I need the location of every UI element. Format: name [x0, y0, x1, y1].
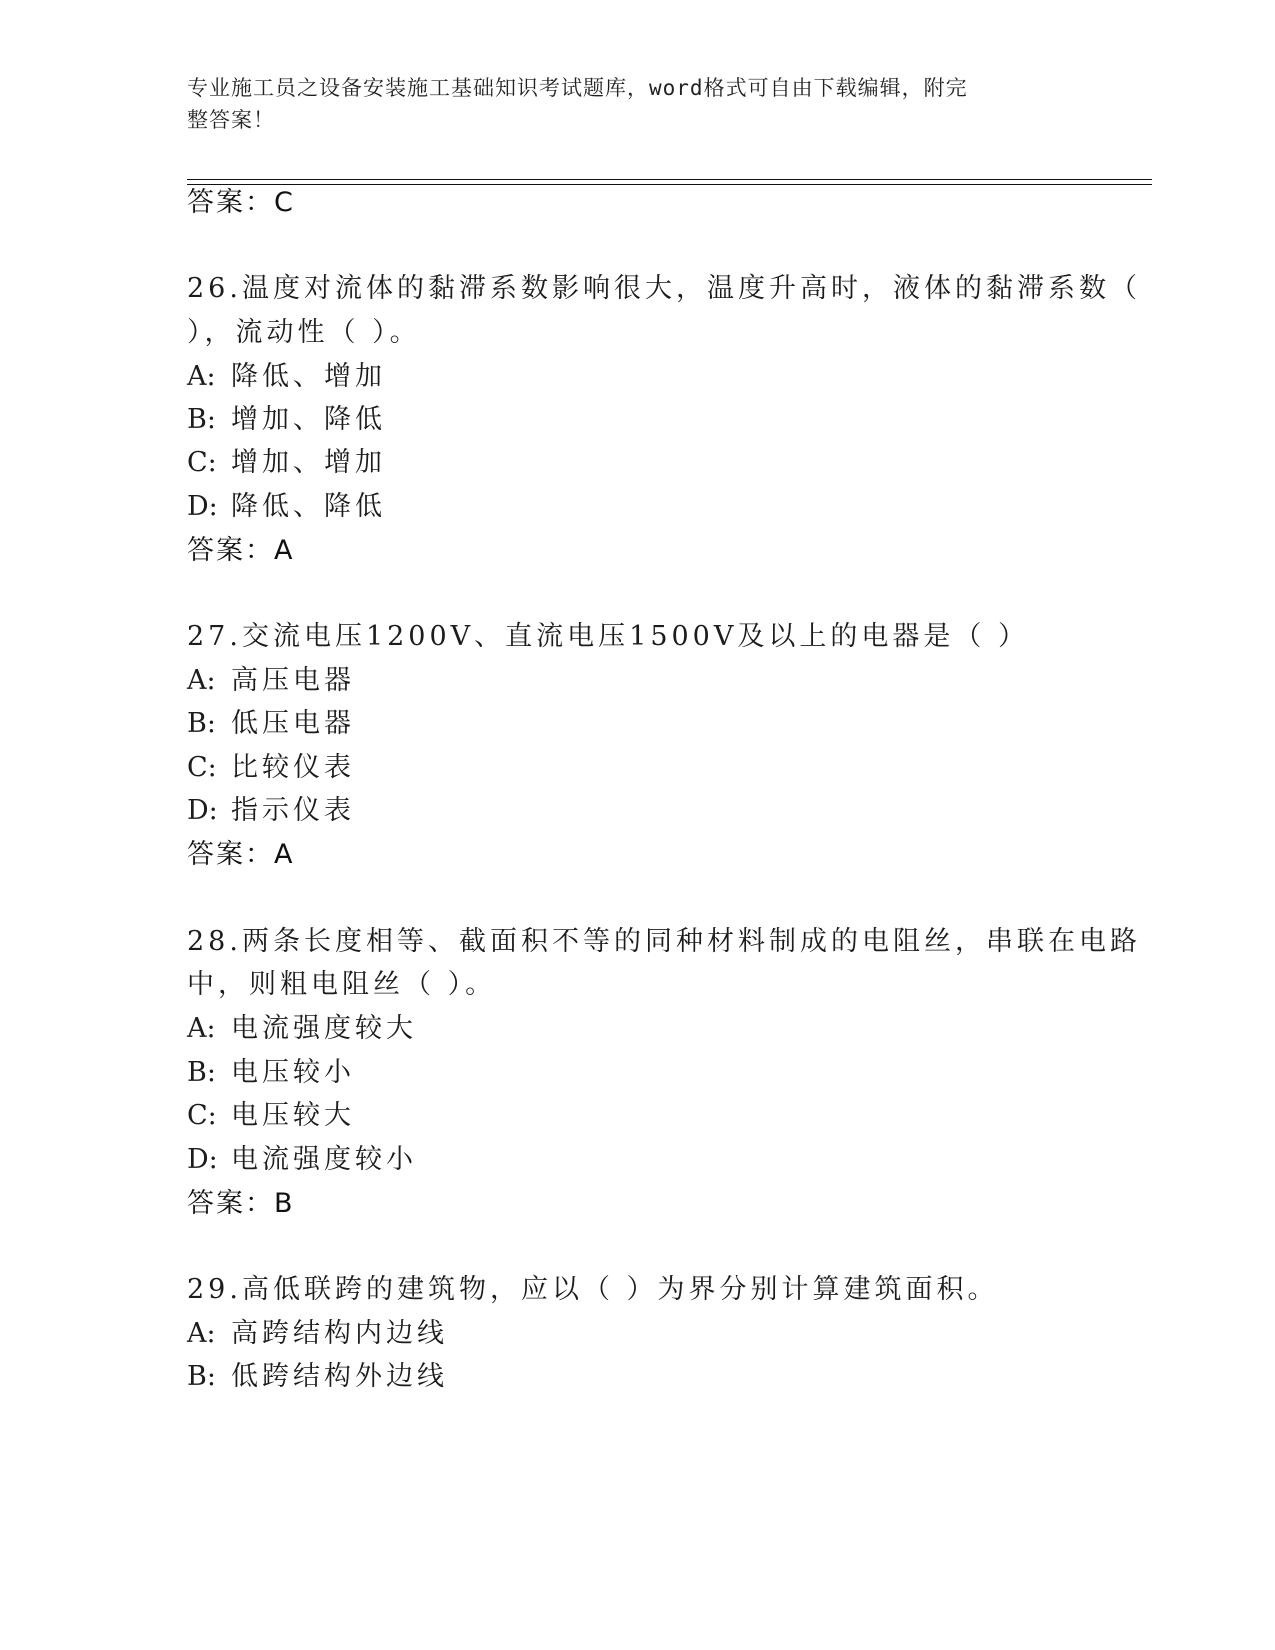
option-text: 低压电器 — [231, 708, 355, 739]
question-26-option-c — [187, 446, 386, 480]
question-28-option-a — [187, 1012, 417, 1046]
previous-answer: 答案：C — [187, 187, 295, 218]
option-text: 电流强度较小 — [231, 1144, 417, 1175]
question-29-option-a — [187, 1317, 448, 1351]
option-text: 增加、增加 — [231, 447, 386, 478]
question-26-option-b — [187, 403, 386, 437]
option-prefix: B: — [187, 404, 216, 435]
question-28-answer: 答案：B — [187, 1188, 295, 1219]
question-27-answer: 答案：A — [187, 839, 295, 870]
option-text: 比较仪表 — [231, 752, 355, 783]
question-28-option-b — [187, 1056, 355, 1090]
question-27-option-a — [187, 664, 355, 698]
question-27-option-d — [187, 794, 355, 828]
option-prefix: D: — [187, 795, 218, 826]
option-text: 降低、降低 — [231, 491, 386, 522]
question-28-option-c — [187, 1099, 355, 1133]
question-27-option-c — [187, 751, 355, 785]
question-26-stem-line-1: 26.温度对流体的黏滞系数影响很大，温度升高时，液体的黏滞系数（ — [187, 273, 1141, 304]
question-29-option-b — [187, 1360, 448, 1394]
option-text: 降低、增加 — [231, 361, 386, 392]
option-prefix: A: — [187, 665, 216, 696]
header-rule-top — [187, 179, 1152, 180]
header-line-1: 专业施工员之设备安装施工基础知识考试题库，word格式可自由下载编辑，附完 — [187, 76, 968, 100]
option-prefix: C: — [187, 752, 217, 783]
option-prefix: B: — [187, 708, 216, 739]
option-prefix: C: — [187, 447, 217, 478]
option-prefix: A: — [187, 1318, 216, 1349]
option-text: 电压较小 — [231, 1057, 355, 1088]
option-text: 低跨结构外边线 — [231, 1361, 448, 1392]
option-text: 指示仪表 — [231, 795, 355, 826]
option-prefix: D: — [187, 1144, 218, 1175]
question-27-option-b — [187, 707, 355, 741]
option-text: 增加、降低 — [231, 404, 386, 435]
option-prefix: A: — [187, 361, 216, 392]
option-text: 电压较大 — [231, 1100, 355, 1131]
question-28-stem-line-1: 28.两条长度相等、截面积不等的同种材料制成的电阻丝，串联在电路 — [187, 926, 1141, 957]
question-26-option-d — [187, 490, 386, 524]
option-prefix: A: — [187, 1013, 216, 1044]
option-text: 高压电器 — [231, 665, 355, 696]
option-text: 电流强度较大 — [231, 1013, 417, 1044]
option-prefix: D: — [187, 491, 218, 522]
option-text: 高跨结构内边线 — [231, 1318, 448, 1349]
question-26-option-a — [187, 360, 386, 394]
option-prefix: C: — [187, 1100, 217, 1131]
question-29-stem-line-1: 29.高低联跨的建筑物，应以（ ）为界分别计算建筑面积。 — [187, 1274, 999, 1305]
question-26-answer: 答案：A — [187, 535, 295, 566]
question-27-stem-line-1: 27.交流电压1200V、直流电压1500V及以上的电器是（ ） — [187, 621, 1029, 652]
option-prefix: B: — [187, 1057, 216, 1088]
header-line-2: 整答案！ — [187, 108, 275, 132]
option-prefix: B: — [187, 1361, 216, 1392]
question-28-stem-line-2: 中，则粗电阻丝（ ）。 — [187, 969, 497, 1000]
document-header — [187, 72, 1067, 136]
question-28-option-d — [187, 1143, 417, 1177]
question-26-stem-line-2: ），流动性（ ）。 — [187, 317, 421, 348]
header-rule-bottom — [187, 184, 1152, 185]
